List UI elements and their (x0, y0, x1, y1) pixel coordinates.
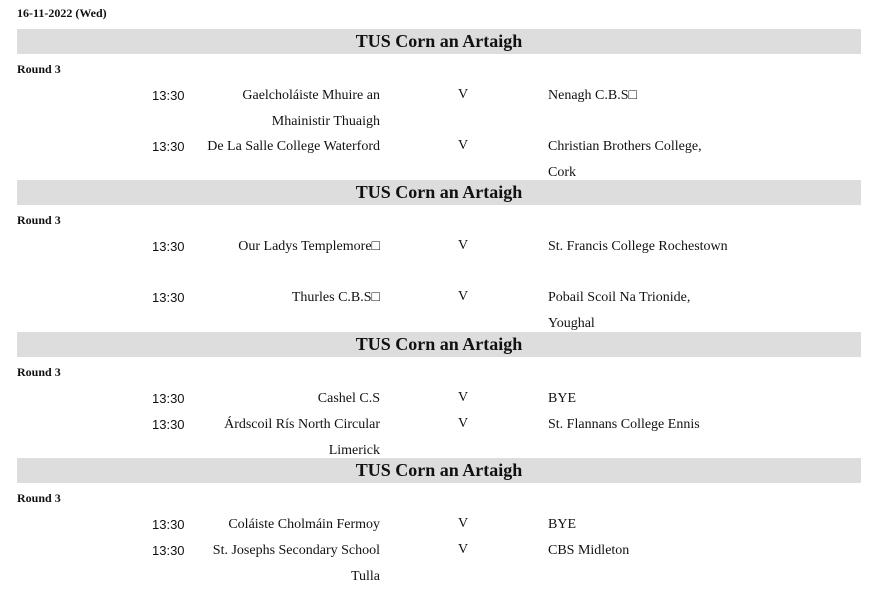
away-team: CBS Midleton (548, 543, 630, 558)
round-label: Round 3 (17, 491, 61, 505)
fixture-time: 13:30 (152, 417, 185, 432)
versus-label: V (458, 516, 469, 531)
away-team: St. Flannans College Ennis (548, 417, 700, 432)
home-team: Árdscoil Rís North Circular Limerick (224, 417, 380, 458)
versus-label: V (458, 238, 469, 253)
away-team: Christian Brothers College, Cork (548, 139, 702, 180)
away-team: BYE (548, 517, 576, 532)
fixture-time: 13:30 (152, 239, 185, 254)
competition-title: TUS Corn an Artaigh (17, 458, 861, 483)
fixture-time: 13:30 (152, 139, 185, 154)
home-team: Gaelcholáiste Mhuire an Mhainistir Thuaigh (242, 88, 380, 129)
fixture-time: 13:30 (152, 88, 185, 103)
fixture-time: 13:30 (152, 517, 185, 532)
versus-label: V (458, 289, 469, 304)
competition-title: TUS Corn an Artaigh (17, 332, 861, 357)
home-team: Thurles C.B.S□ (291, 290, 380, 305)
competition-title: TUS Corn an Artaigh (17, 180, 861, 205)
home-team: De La Salle College Waterford (207, 139, 380, 154)
home-team: St. Josephs Secondary School Tulla (212, 543, 380, 584)
home-team: Coláiste Cholmáin Fermoy (228, 517, 380, 532)
away-team: BYE (548, 391, 576, 406)
versus-label: V (458, 542, 469, 557)
versus-label: V (458, 87, 469, 102)
away-team: St. Francis College Rochestown (548, 239, 728, 254)
versus-label: V (458, 416, 469, 431)
home-team: Cashel C.S (317, 391, 380, 406)
home-team: Our Ladys Templemore□ (238, 239, 380, 254)
round-label: Round 3 (17, 62, 61, 76)
fixture-time: 13:30 (152, 543, 185, 558)
versus-label: V (458, 390, 469, 405)
fixture-time: 13:30 (152, 290, 185, 305)
away-team: Pobail Scoil Na Trionide, Youghal (548, 290, 691, 331)
round-label: Round 3 (17, 213, 61, 227)
competition-title: TUS Corn an Artaigh (17, 29, 861, 54)
versus-label: V (458, 138, 469, 153)
away-team: Nenagh C.B.S□ (548, 88, 637, 103)
fixture-date: 16-11-2022 (Wed) (17, 6, 107, 20)
round-label: Round 3 (17, 365, 61, 379)
fixture-time: 13:30 (152, 391, 185, 406)
